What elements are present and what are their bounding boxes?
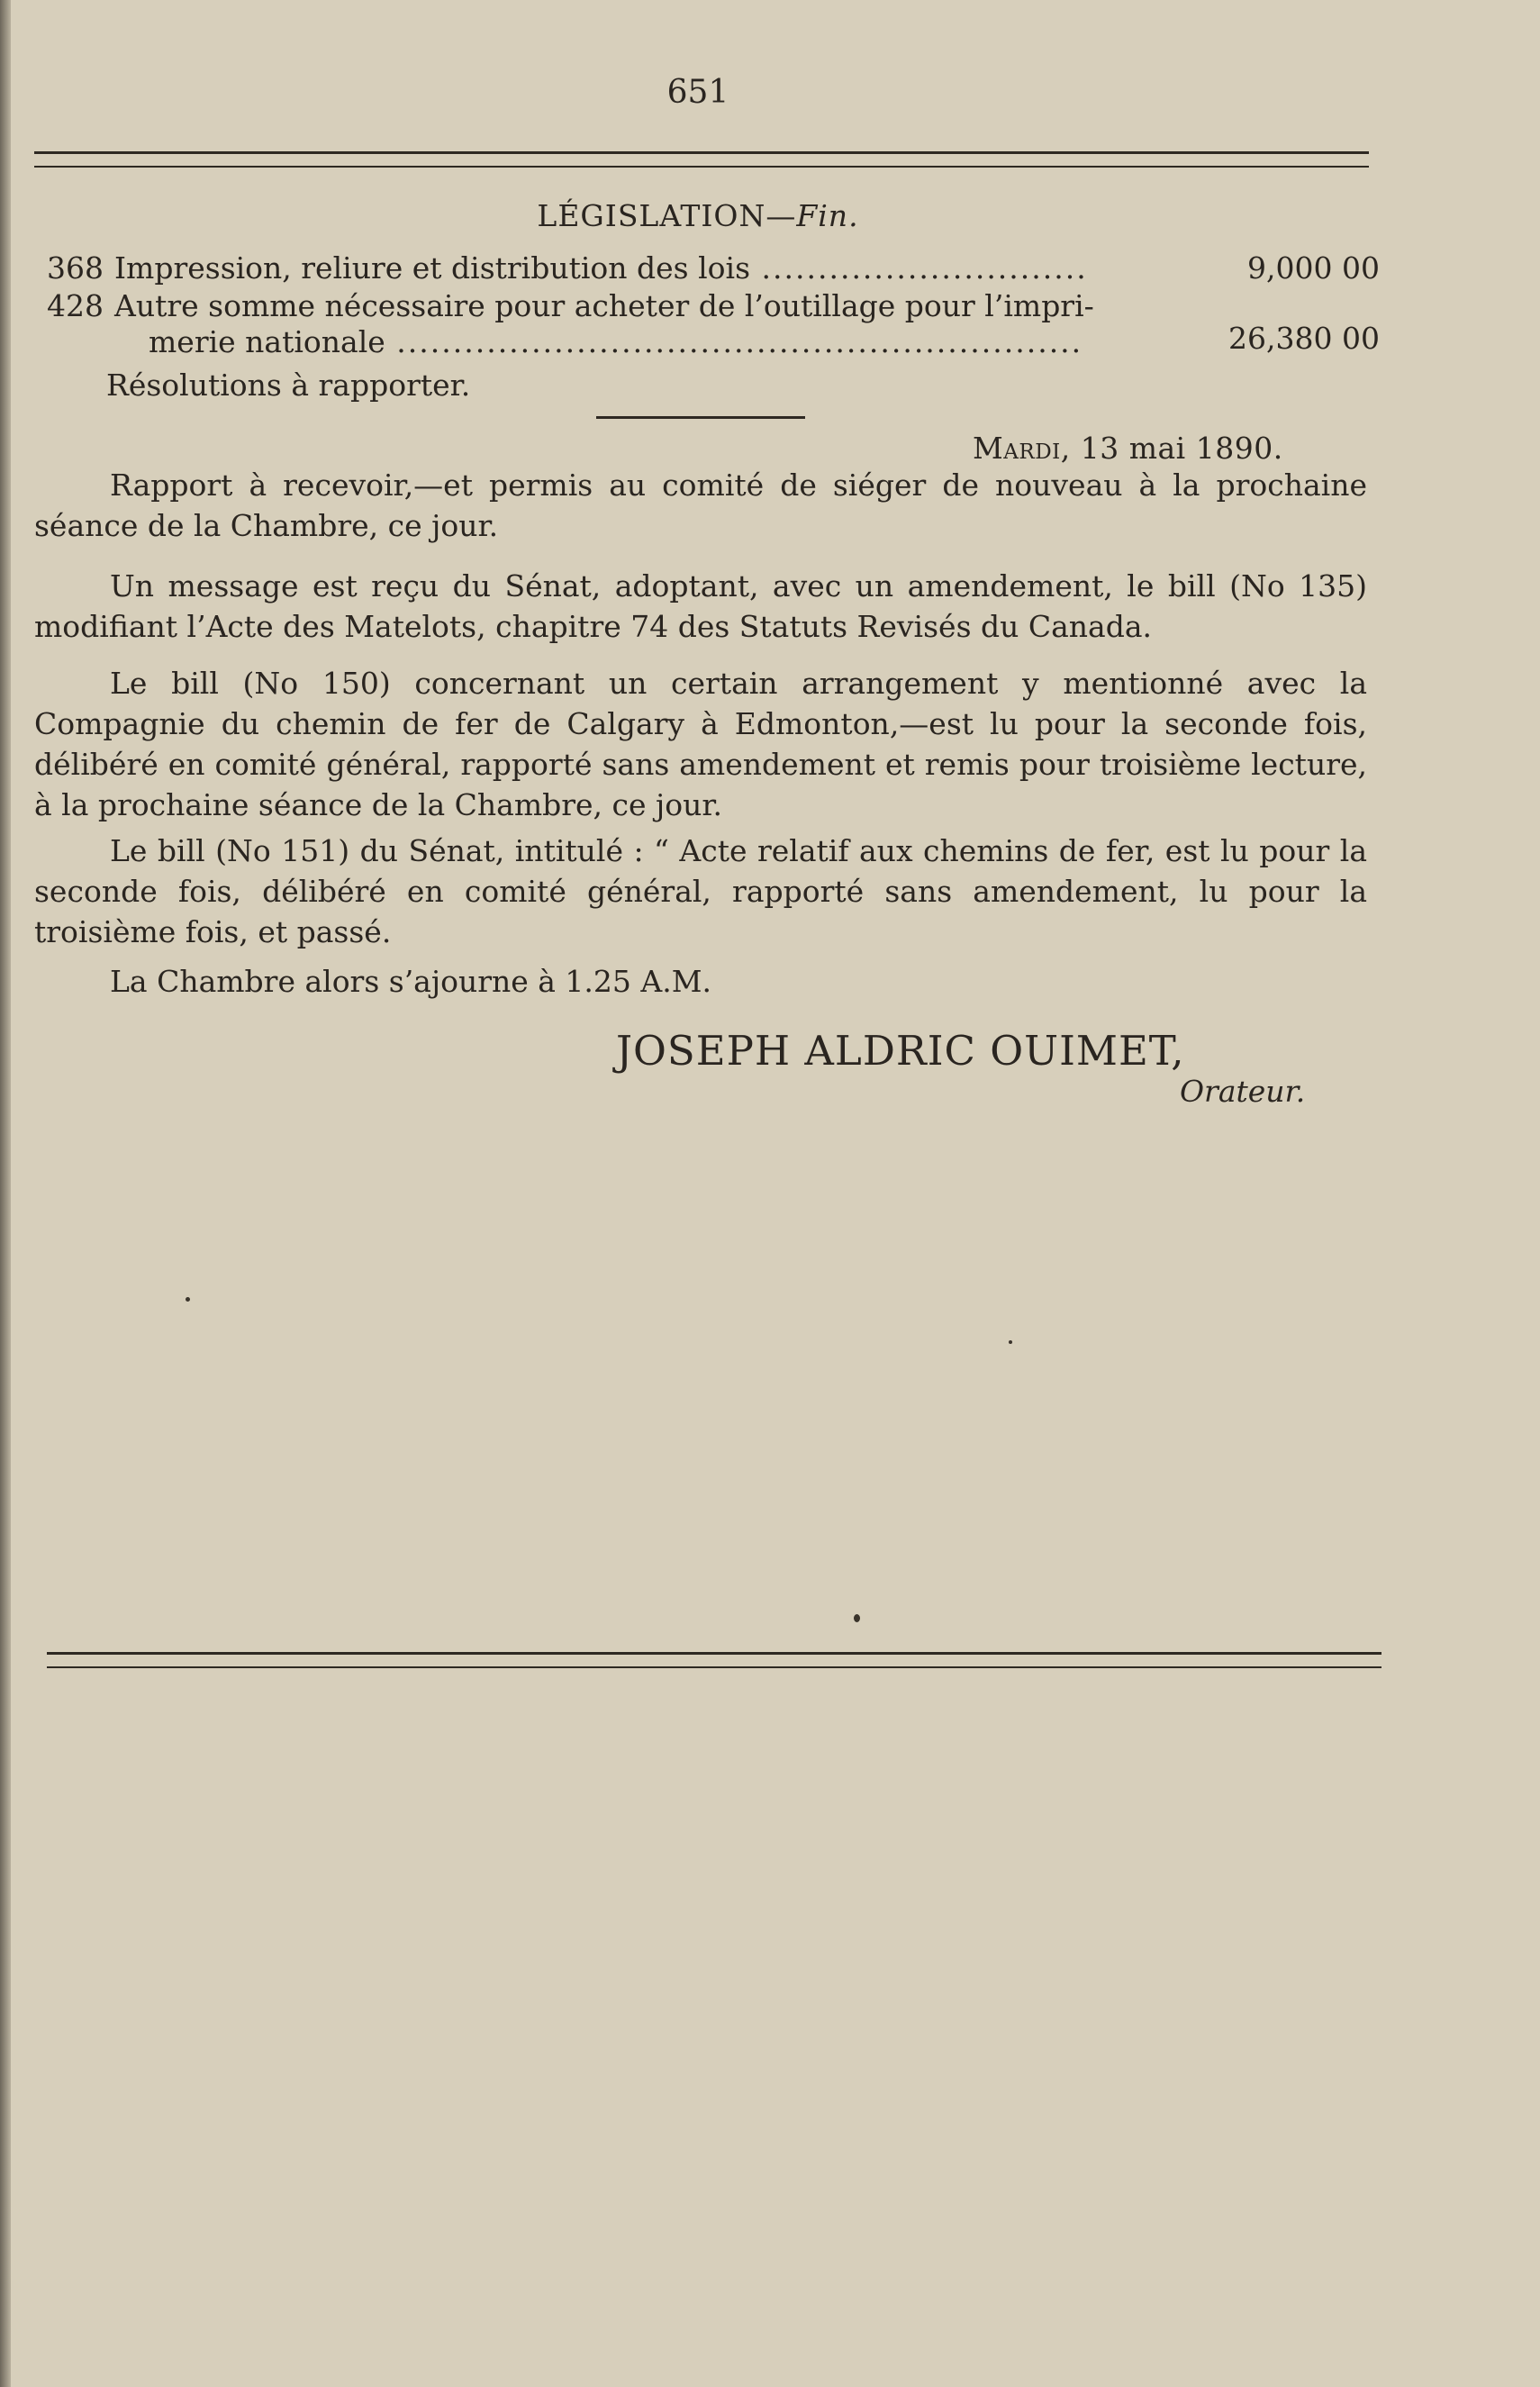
header-rule-top	[34, 151, 1369, 154]
ink-speck	[186, 1297, 190, 1302]
vote-item-368: 368 Impression, reliure et distribution des lois ............................. 9,000 00	[47, 250, 1380, 286]
header-rule-bottom	[34, 166, 1369, 168]
vote-amount: 26,380 00	[1228, 321, 1380, 356]
footer-rule-bottom	[47, 1666, 1381, 1668]
paragraph-bill-150: Le bill (No 150) concernant un certain arrangement y mentionné avec la Compagnie du chemin de fer de Calgary à Edmonton,—est lu pour la seconde fois, délibéré en comité général, rapporté sans amendement et remis pour troisième lecture, à la prochaine séance de la Chambre, ce jour.	[34, 666, 1367, 822]
section-title-italic: Fin.	[796, 198, 859, 233]
vote-description-line1: Autre somme nécessaire pour acheter de l’outillage pour l’impri-	[114, 288, 1094, 323]
vote-description-line2: merie nationale	[149, 324, 385, 359]
ink-speck	[854, 1614, 860, 1622]
adjournment-line: La Chambre alors s’ajourne à 1.25 A.M.	[110, 964, 711, 999]
page-binding-edge	[0, 0, 11, 2387]
paragraph-report: Rapport à recevoir,—et permis au comité de siéger de nouveau à la prochaine séance de la Chambre, ce jour.	[34, 467, 1367, 543]
vote-description: Impression, reliure et distribution des lois	[114, 250, 751, 286]
date-heading	[973, 431, 1283, 466]
section-title-text: LÉGISLATION—	[537, 198, 797, 233]
paragraph-senate-message: Un message est reçu du Sénat, adoptant, avec un amendement, le bill (No 135) modifiant l’Acte des Matelots, chapitre 74 des Statuts Revisés du Canada.	[34, 568, 1367, 644]
resolutions-line: Résolutions à rapporter.	[106, 368, 471, 403]
paragraph-bill-151: Le bill (No 151) du Sénat, intitulé : “ Acte relatif aux chemins de fer, est lu pour la seconde fois, délibéré en comité général, rapporté sans amendement, lu pour la troisième fois, et passé.	[34, 833, 1367, 949]
vote-amount: 9,000 00	[1247, 250, 1380, 286]
vote-number: 428	[47, 288, 104, 323]
date-text: , 13 mai 1890.	[1060, 431, 1283, 466]
section-divider	[596, 416, 805, 419]
section-title	[0, 198, 1396, 233]
signature-name: JOSEPH ALDRIC OUIMET,	[616, 1027, 1185, 1075]
vote-number: 368	[47, 250, 104, 286]
signature-title: Orateur.	[1180, 1074, 1306, 1109]
date-day: Mardi	[973, 431, 1061, 466]
footer-rule-top	[47, 1652, 1381, 1655]
page-number: 651	[666, 74, 729, 111]
vote-item-428: 428 Autre somme nécessaire pour acheter de l’outillage pour l’impri- merie nationale ............................................................. 26,380 00	[47, 288, 1380, 359]
ink-speck	[1009, 1340, 1012, 1344]
